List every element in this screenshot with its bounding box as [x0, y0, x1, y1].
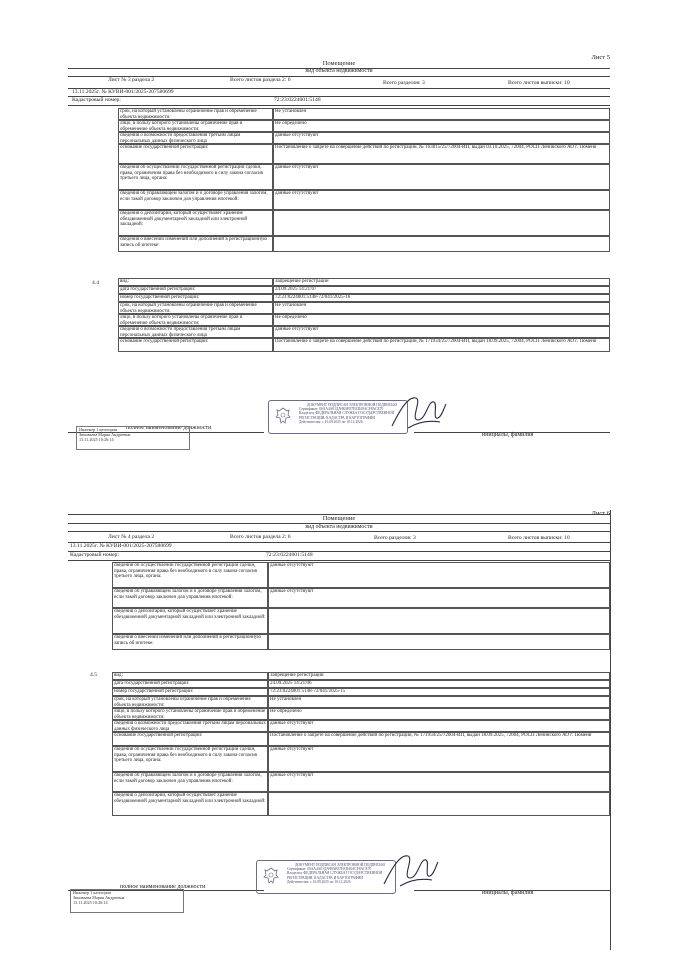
row-value: данные отсутствуют [268, 588, 610, 608]
row-label: срок, на который установлены ограничение прав и обременение объекта недвижимости: [112, 696, 268, 708]
sheet-of-section: Лист № 3 раздела 2 [108, 77, 155, 83]
total-extract-sheets: Всего листов выписки: 10 [508, 80, 570, 86]
row-label: сведения об осуществлении государственной регистрации сделки, права, ограничения права без необходимого в силу закона согласия третьего лица, органа: [112, 746, 268, 772]
sheet-number: Лист 6 [591, 510, 610, 517]
executor-box [76, 426, 190, 450]
row-label: дата государственной регистрации: [112, 680, 268, 688]
row-value: данные отсутствуют [268, 720, 610, 732]
executor-date: 13.11.2025 10:26:14 [79, 436, 114, 442]
executor-role: Инженер 1 категории [79, 427, 118, 432]
total-sections: Всего разделов: 3 [383, 80, 425, 86]
row-value: 24.09.2025 14:21:06 [268, 680, 610, 688]
object-title: Помещение [322, 60, 356, 67]
sheet-of-section: Лист № 4 раздела 2 [108, 534, 155, 540]
entry-number: 4.4 [92, 280, 99, 286]
e-signature-stamp [256, 860, 396, 894]
total-sheets-section: Всего листов раздела 2: 6 [230, 534, 291, 540]
row-value: Не установлен [268, 696, 610, 708]
row-label: номер государственной регистрации: [112, 688, 268, 696]
executor-box [70, 889, 184, 913]
row-value: Постановление о запрете на совершение действий по регистрации, № 171934/25/72004-ИП, выдан 18.09.2025, 72004, РОСП Ленинского АО г. Тюмени [273, 338, 610, 352]
stamp-owner: Владелец: ФЕДЕРАЛЬНАЯ СЛУЖБА ГОСУДАРСТВЕННОЙ [287, 871, 383, 876]
stamp-valid: Действителен: с 16.09.2025 по 10.12.2026 [299, 419, 363, 424]
executor-role: Инженер 1 категории [73, 890, 112, 895]
stamp-owner: Владелец: ФЕДЕРАЛЬНАЯ СЛУЖБА ГОСУДАРСТВЕННОЙ [299, 411, 395, 416]
row-label: срок, на который установлены ограничение прав и обременение объекта недвижимости: [118, 302, 273, 314]
stamp-owner-2: РЕГИСТРАЦИИ, КАДАСТРА И КАРТОГРАФИИ [299, 415, 375, 420]
row-label: сведения об управляющем залогом и о договоре управления залогом, если такой договор заключен для управления ипотекой: [112, 772, 268, 792]
row-value: данные отсутствуют [273, 190, 610, 210]
row-label: вид: [118, 278, 273, 286]
row-label: сведения о возможности предоставления третьим лицам персональных данных физического лица [112, 720, 268, 732]
row-label: сведения о депозитарии, который осуществляет хранение обездвиженной документарной закладной или электронной закладной: [112, 608, 268, 634]
stamp-valid: Действителен: с 16.09.2025 по 10.12.2026 [287, 879, 351, 884]
row-value: данные отсутствуют [268, 772, 610, 792]
row-value: 24.09.2025 14:21:07 [273, 286, 610, 294]
extract-sheet-6 [68, 508, 610, 948]
row-value: Не установлен [273, 302, 610, 314]
row-label: номер государственной регистрации: [118, 294, 273, 302]
row-label: срок, на который установлены ограничение прав и обременение объекта недвижимости: [118, 108, 273, 120]
row-label: лицо, в пользу которого установлены ограничение прав и обременение объекта недвижимости: [118, 314, 273, 326]
row-label: сведения об осуществлении государственной регистрации сделки, права, ограничения права без необходимого в силу закона согласия третьего лица, органа: [118, 164, 273, 190]
coat-of-arms-icon [261, 866, 281, 886]
row-value [268, 608, 610, 634]
row-label: сведения о возможности предоставления третьим лицам персональных данных физического лица [118, 132, 273, 144]
cadastral-label: Кадастровый номер: [70, 552, 119, 558]
cadastral-label: Кадастровый номер: [72, 97, 121, 103]
e-signature-stamp [268, 400, 408, 434]
row-value: Запрещение регистрации [268, 672, 610, 680]
row-label: лицо, в пользу которого установлены ограничение прав и обременение объекта недвижимости: [112, 708, 268, 720]
row-label: основание государственной регистрации: [112, 732, 268, 746]
row-value: данные отсутствуют [273, 164, 610, 190]
cadastral-number: 72:23:0224001:5148 [274, 97, 321, 103]
row-value [268, 792, 610, 816]
row-value: данные отсутствуют [273, 132, 610, 144]
total-sections: Всего разделов: 3 [374, 535, 416, 541]
row-label: сведения о возможности предоставления третьим лицам персональных данных физического лица [118, 326, 273, 338]
row-value: Постановление о запрете на совершение действий по регистрации, № 163815/25/72004-ИП, выдан 03.10.2025, 72004, РОСП Ленинского АО г. Тюмени [273, 144, 610, 164]
row-label: сведения об управляющем залогом и о договоре управления залогом, если такой договор заключен для управления ипотекой: [112, 588, 268, 608]
row-value [273, 210, 610, 236]
position-label: полное наименование должности [126, 425, 212, 431]
row-label: основание государственной регистрации: [118, 144, 273, 164]
executor-date: 13.11.2025 10:26:14 [73, 899, 108, 905]
row-value: Постановление о запрете на совершение действий по регистрации, № 171950/25/72004-ИП, выдан 18.09.2025, 72004, РОСП Ленинского АО г. Тюмени [268, 732, 610, 746]
cadastral-number: 72:23:0224001:5148 [266, 552, 313, 558]
stamp-title: ДОКУМЕНТ ПОДПИСАН ЭЛЕКТРОННОЙ ПОДПИСЬЮ [294, 863, 386, 867]
row-value: Запрещение регистрации [273, 278, 610, 286]
row-label: сведения об управляющем залогом и о договоре управления залогом, если такой договор заключен для управления ипотекой: [118, 190, 273, 210]
row-value: Не определено [273, 314, 610, 326]
row-value: 72:23:0224001:5148-72/041/2025-16 [273, 294, 610, 302]
row-value: Не установлен [273, 108, 610, 120]
total-sheets-section: Всего листов раздела 2: 6 [230, 77, 291, 83]
entry-number: 4.5 [90, 672, 97, 678]
coat-of-arms-icon [273, 406, 293, 426]
object-subtitle: вид объекта недвижимости [305, 68, 373, 74]
stamp-cert: Сертификат: 00AA4A01ДАЧ8AB37EED40ACF8ACE70 [287, 867, 372, 872]
row-label: сведения о внесении изменений или дополнений в регистрационную запись об ипотеке: [112, 634, 268, 650]
row-value [273, 236, 610, 252]
stamp-cert: Сертификат: 00AA4A01ДАЧ8AB37EED40ACF8ACE70 [299, 407, 384, 412]
row-value: данные отсутствуют [268, 746, 610, 772]
document-id: 13.11.2025г. № КУВИ-001/2025-207580699 [72, 89, 174, 95]
row-label: сведения о депозитарии, который осуществляет хранение обездвиженной документарной закладной или электронной закладной: [118, 210, 273, 236]
position-label: полное наименование должности [120, 884, 206, 890]
row-value: данные отсутствуют [268, 562, 610, 588]
row-label: дата государственной регистрации: [118, 286, 273, 294]
object-title: Помещение [322, 515, 356, 522]
total-extract-sheets: Всего листов выписки: 10 [508, 535, 570, 541]
handwritten-signature-icon [380, 848, 440, 892]
row-value: 72:23:0224001:5148-72/041/2025-15 [268, 688, 610, 696]
executor-name: Зиновьева Мария Андреевна [73, 894, 125, 900]
row-value: Не определено [273, 120, 610, 132]
row-value [268, 634, 610, 650]
document-id: 13.11.2025г. № КУВИ-001/2025-207580699 [70, 543, 172, 549]
row-value: данные отсутствуют [273, 326, 610, 338]
initials-label: инициалы, фамилия [482, 432, 534, 438]
row-label: сведения об осуществлении государственной регистрации сделки, права, ограничения права без необходимого в силу закона согласия третьего лица, органа: [112, 562, 268, 588]
handwritten-signature-icon [388, 390, 448, 434]
executor-name: Зиновьева Мария Андреевна [79, 431, 131, 437]
row-label: вид: [112, 672, 268, 680]
stamp-title: ДОКУМЕНТ ПОДПИСАН ЭЛЕКТРОННОЙ ПОДПИСЬЮ [306, 403, 398, 407]
row-value: Не определено [268, 708, 610, 720]
extract-sheet-5 [68, 52, 610, 492]
row-label: сведения о депозитарии, который осуществляет хранение обездвиженной документарной закладной или электронной закладной: [112, 792, 268, 816]
initials-label: инициалы, фамилия [482, 890, 534, 896]
row-label: лицо, в пользу которого установлены ограничение прав и обременение объекта недвижимости: [118, 120, 273, 132]
row-label: сведения о внесении изменений или дополнений в регистрационную запись об ипотеке: [118, 236, 273, 252]
row-label: основание государственной регистрации: [118, 338, 273, 352]
object-subtitle: вид объекта недвижимости [305, 524, 373, 530]
stamp-owner-2: РЕГИСТРАЦИИ, КАДАСТРА И КАРТОГРАФИИ [287, 875, 363, 880]
sheet-number: Лист 5 [591, 54, 610, 61]
